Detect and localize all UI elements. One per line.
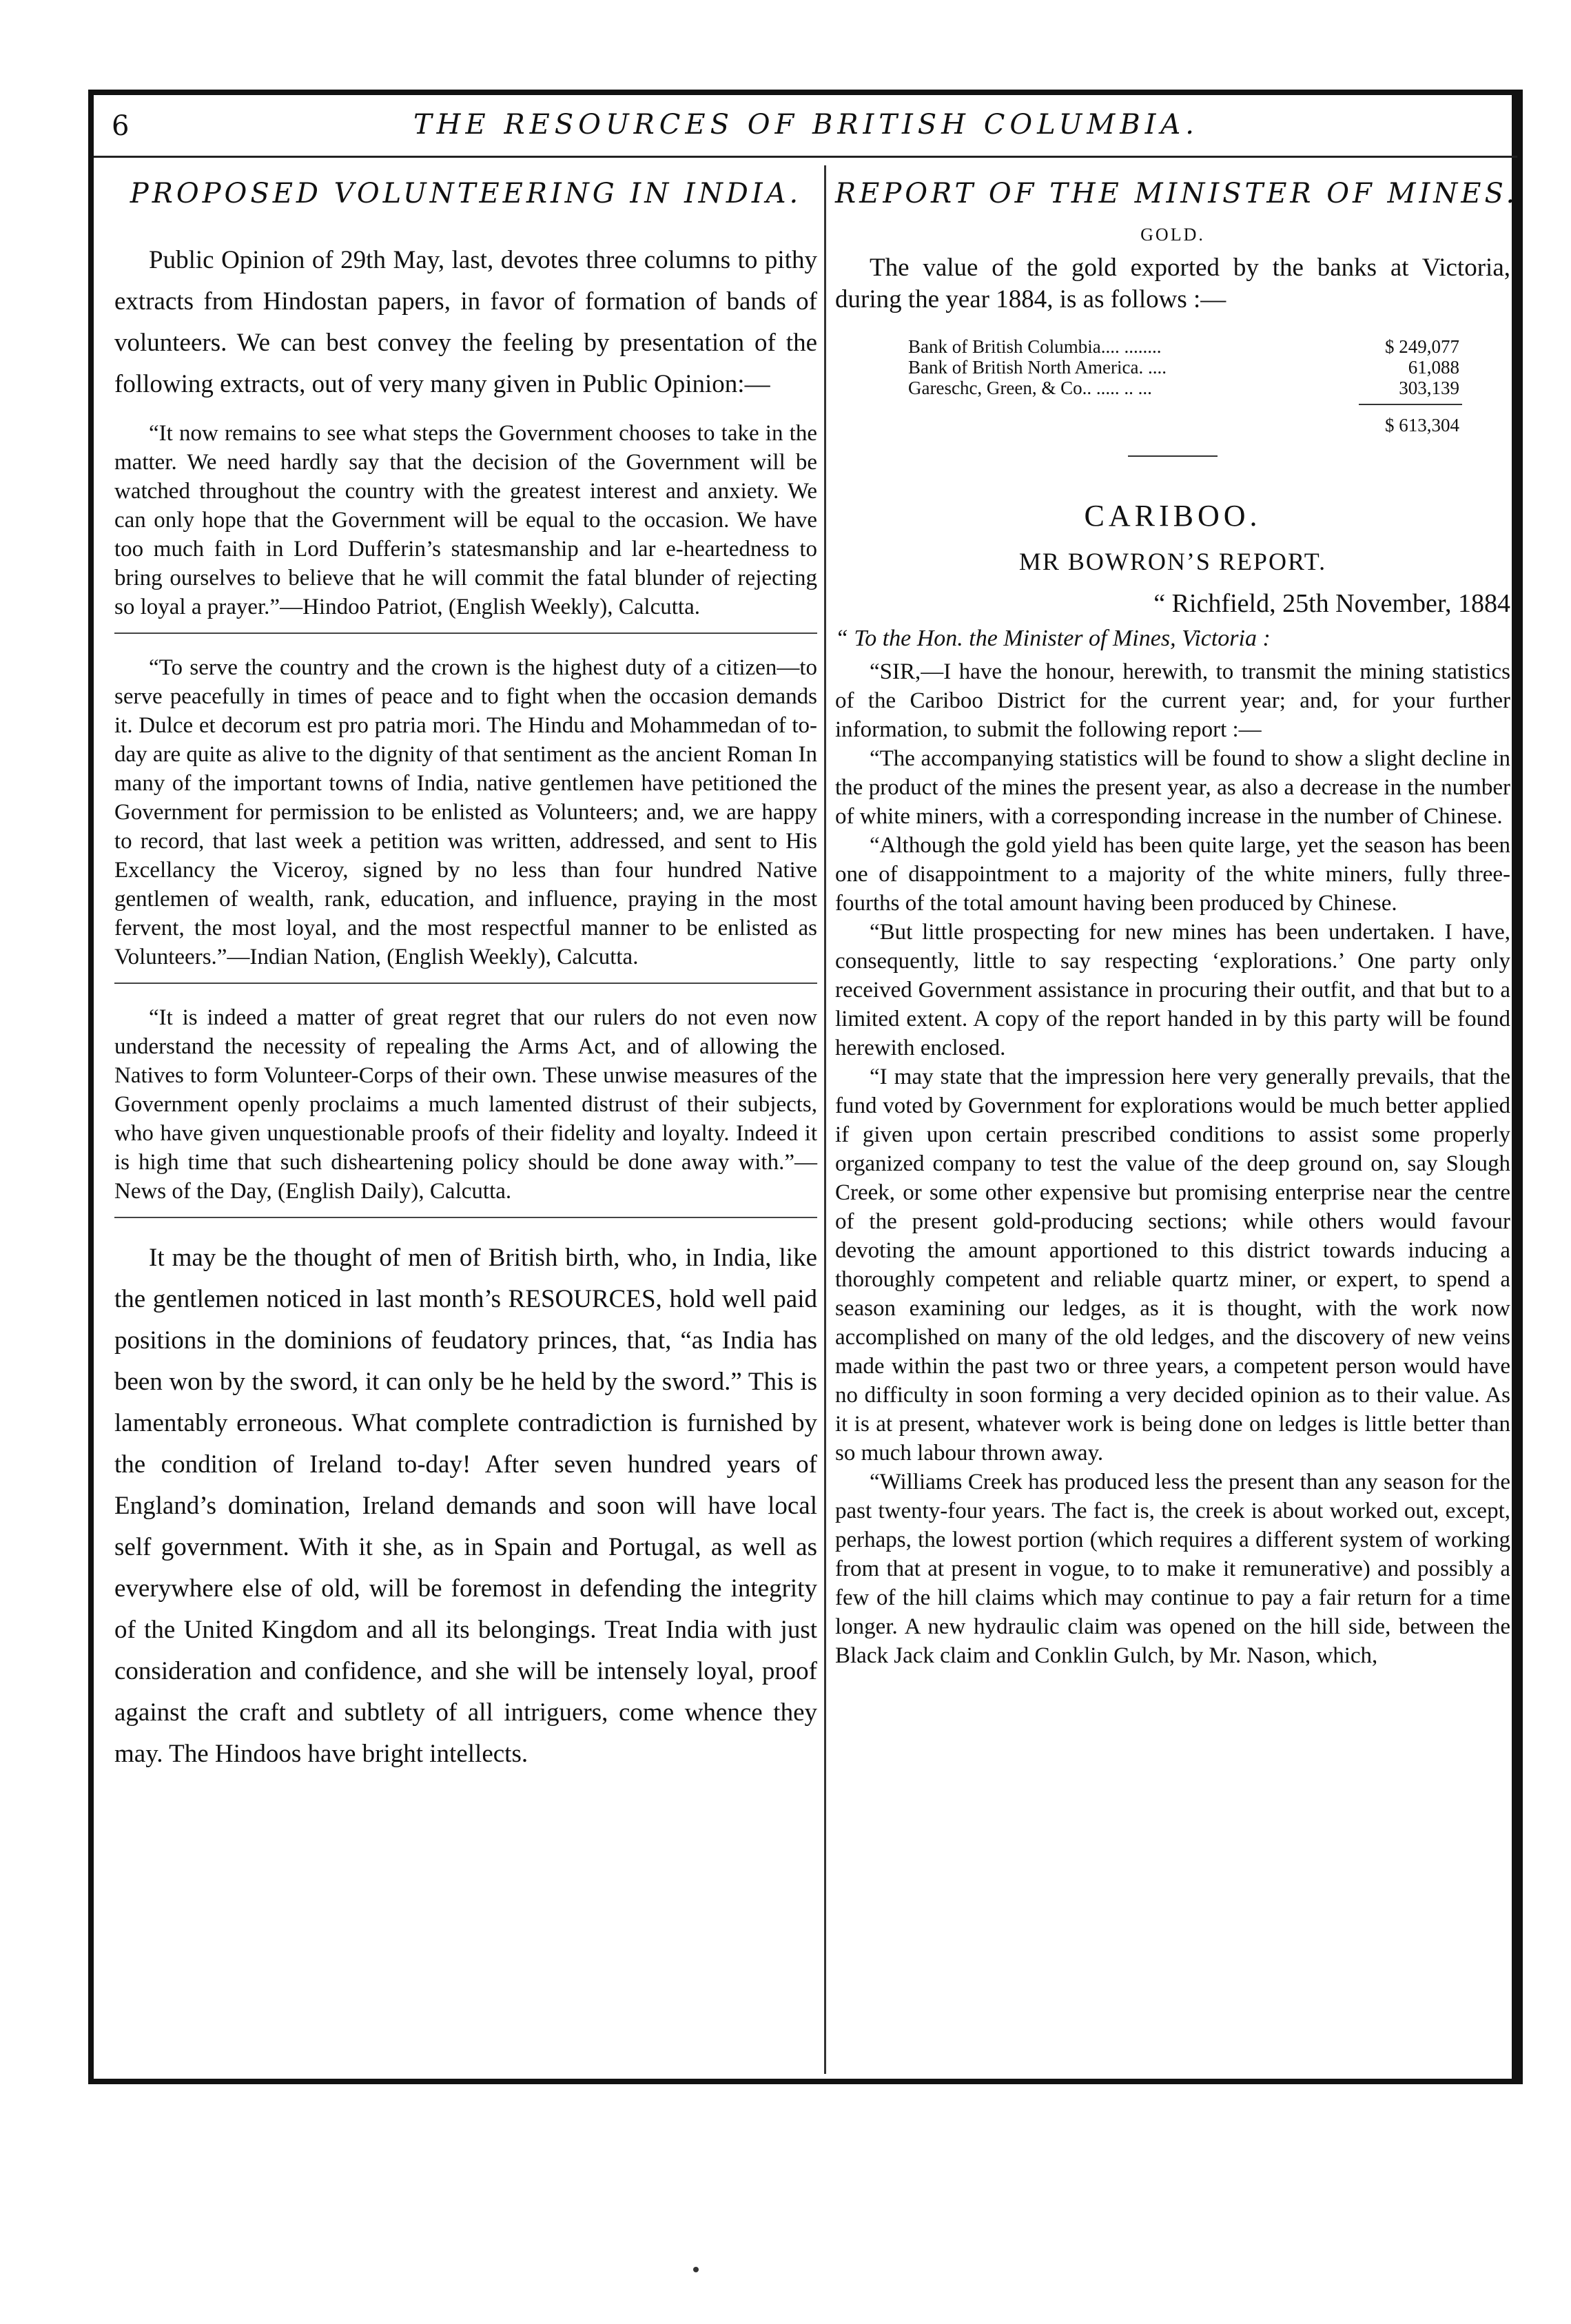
- report-subheading: MR BOWRON’S REPORT.: [1018, 548, 1327, 575]
- quote-separator: [114, 633, 817, 634]
- running-head: [96, 105, 1516, 153]
- right-column: [835, 178, 1519, 1670]
- bank-name: Bank of British Columbia.... ........: [908, 336, 1162, 357]
- report-paragraph: “Williams Creek has produced less the present than any season for the past twenty-four years. The fact is, the creek is about worked out, except, perhaps, the lowest portion (which requires a different system of working from that at present in vogue, to to make it remunerative) and possibly a few of the hill claims which may continue to pay a fair return for a time longer. A new hydraulic claim was opened on the hill side, between the Black Jack claim and Conklin Gulch, by Mr. Nason, which,: [835, 1470, 1510, 1668]
- left-column: [114, 178, 817, 1775]
- bank-name: Gareschc, Green, & Co.. ..... .. ...: [908, 378, 1152, 398]
- gold-label: GOLD.: [1140, 225, 1205, 245]
- article-heading-volunteering: PROPOSED VOLUNTEERING IN INDIA.: [130, 178, 802, 209]
- gold-amount: 61,088: [1408, 357, 1459, 378]
- quote-indian-nation: “To serve the country and the crown is the highest duty of a citizen—to serve peacefully in times of peace and to fight when the occasion demands it. Dulce et decorum est pro patria mori. The Hindu and Mohammedan of to-day are quite as alive to the dignity of that sentiment as the ancient Roman In many of the important towns of India, native gentlemen have petitioned the Government for permission to be enlisted as Volunteers; and, we are happy to record, that last week a petition was written, addressed, and sent to His Excellancy the Viceroy, signed by no less than four hundred Native gentlemen of wealth, rank, education, and influence, praying in the most fervent, the most loyal, and the most respectful manner to be enlisted as Volunteers.”—Indian Nation, (English Weekly), Calcutta.: [114, 655, 817, 969]
- report-dateline: “ Richfield, 25th November, 1884: [1153, 589, 1510, 618]
- header-rule: [94, 156, 1517, 158]
- intro-paragraph: Public Opinion of 29th May, last, devotes three columns to pithy extracts from Hindostan papers, in favor of formation of bands of volunteers. We can best convey the feeling by presentation of the following extracts, out of very many given in Public Opinion:—: [114, 246, 817, 398]
- report-paragraph: “Although the gold yield has been quite large, yet the season has been one of disappointment to a majority of the white miners, fully three-fourths of the total amount having been produced by Chinese.: [835, 833, 1510, 916]
- quote-separator: [114, 983, 817, 984]
- table-row: [908, 357, 1459, 378]
- gold-total: $ 613,304: [1385, 415, 1459, 435]
- table-row: [908, 336, 1459, 357]
- cariboo-heading: CARIBOO.: [1084, 499, 1262, 533]
- quote-separator: [114, 1217, 817, 1218]
- report-paragraph: “The accompanying statistics will be found to show a slight decline in the product of the mines the present year, as also a decrease in the number of white miners, with a corresponding increase in the number of Chinese.: [835, 746, 1510, 829]
- column-divider: [824, 165, 826, 2074]
- report-paragraph: “I may state that the impression here very generally prevails, that the fund voted by Government for explorations would be much better applied if given upon certain prescribed conditions to assist some properly organized company to test the value of the deep ground on, say Slough Creek, or some other expensive but promising enterprise near the centre of the present gold-producing sections; while others would favour devoting the amount apportioned to this district towards inducing a thoroughly competent and reliable quartz miner, or expert, to spend a season examining our ledges, as it is thought, with the work now accomplished on many of the old ledges, and the discovery of new veins made within the past two or three years, a competent person would have no difficulty in soon forming a very decided opinion as to their value. As it is at present, whatever work is being done on ledges is little better than so much labour thrown away.: [835, 1065, 1510, 1466]
- section-rule: [1128, 455, 1218, 457]
- report-paragraph: “But little prospecting for new mines has been undertaken. I have, consequently, little to say respecting ‘explorations.’ One party only received Government assistance in procuring their outfit, and that but to a limited extent. A copy of the report handed in by this party will be found herewith enclosed.: [835, 920, 1510, 1060]
- report-salutation: “ To the Hon. the Minister of Mines, Victoria :: [835, 626, 1271, 651]
- gold-amount: 303,139: [1399, 378, 1459, 398]
- page-mark: [693, 2267, 699, 2272]
- report-paragraph: “SIR,—I have the honour, herewith, to transmit the mining statistics of the Cariboo District for the current year; and, for your further information, to submit the following report :—: [835, 659, 1510, 742]
- quote-news-of-the-day: “It is indeed a matter of great regret that our rulers do not even now understand the necessity of repealing the Arms Act, and of allowing the Natives to form Volunteer-Corps of their own. These unwise measures of the Government openly proclaims a much lamented distrust of their subjects, who have given unquestionable proofs of their fidelity and loyalty. Indeed it is high time that such disheartening policy should be done away with.”—News of the Day, (English Daily), Calcutta.: [114, 1005, 817, 1204]
- table-row: [908, 378, 1459, 398]
- article-heading-minister-of-mines: REPORT OF THE MINISTER OF MINES.: [835, 178, 1519, 209]
- gold-export-table: [908, 336, 1459, 398]
- page-number: 6: [112, 110, 130, 142]
- total-rule: [1359, 404, 1462, 405]
- gold-amount: $ 249,077: [1385, 336, 1459, 357]
- publication-title: THE RESOURCES OF BRITISH COLUMBIA.: [413, 109, 1200, 141]
- closing-paragraph: It may be the thought of men of British birth, who, in India, like the gentlemen noticed in last month’s RESOURCES, hold well paid positions in the dominions of feudatory princes, that, “as India has been won by the sword, it can only be he held by the sword.” This is lamentably erroneous. What complete contradiction is furnished by the condition of Ireland to-day! After seven hundred years of England’s domination, Ireland demands and soon will have local self government. With it she, as in Spain and Portugal, as well as everywhere else of old, will be foremost in defending the integrity of the United Kingdom and all its belongings. Treat India with just consideration and confidence, and she will be intensely loyal, proof against the craft and subtlety of all intriguers, come whence they may. The Hindoos have bright intellects.: [114, 1244, 817, 1768]
- bank-name: Bank of British North America. ....: [908, 357, 1167, 378]
- gold-intro: The value of the gold exported by the banks at Victoria, during the year 1884, is as follows :—: [835, 254, 1510, 313]
- quote-hindoo-patriot: “It now remains to see what steps the Government chooses to take in the matter. We need hardly say that the decision of the Government will be watched throughout the country with the greatest interest and anxiety. We can only hope that the Government will be equal to the occasion. We have too much faith in Lord Dufferin’s statesmanship and lar e-heartedness to bring ourselves to believe that he will commit the fatal blunder of rejecting so loyal a prayer.”—Hindoo Patriot, (English Weekly), Calcutta.: [114, 421, 817, 619]
